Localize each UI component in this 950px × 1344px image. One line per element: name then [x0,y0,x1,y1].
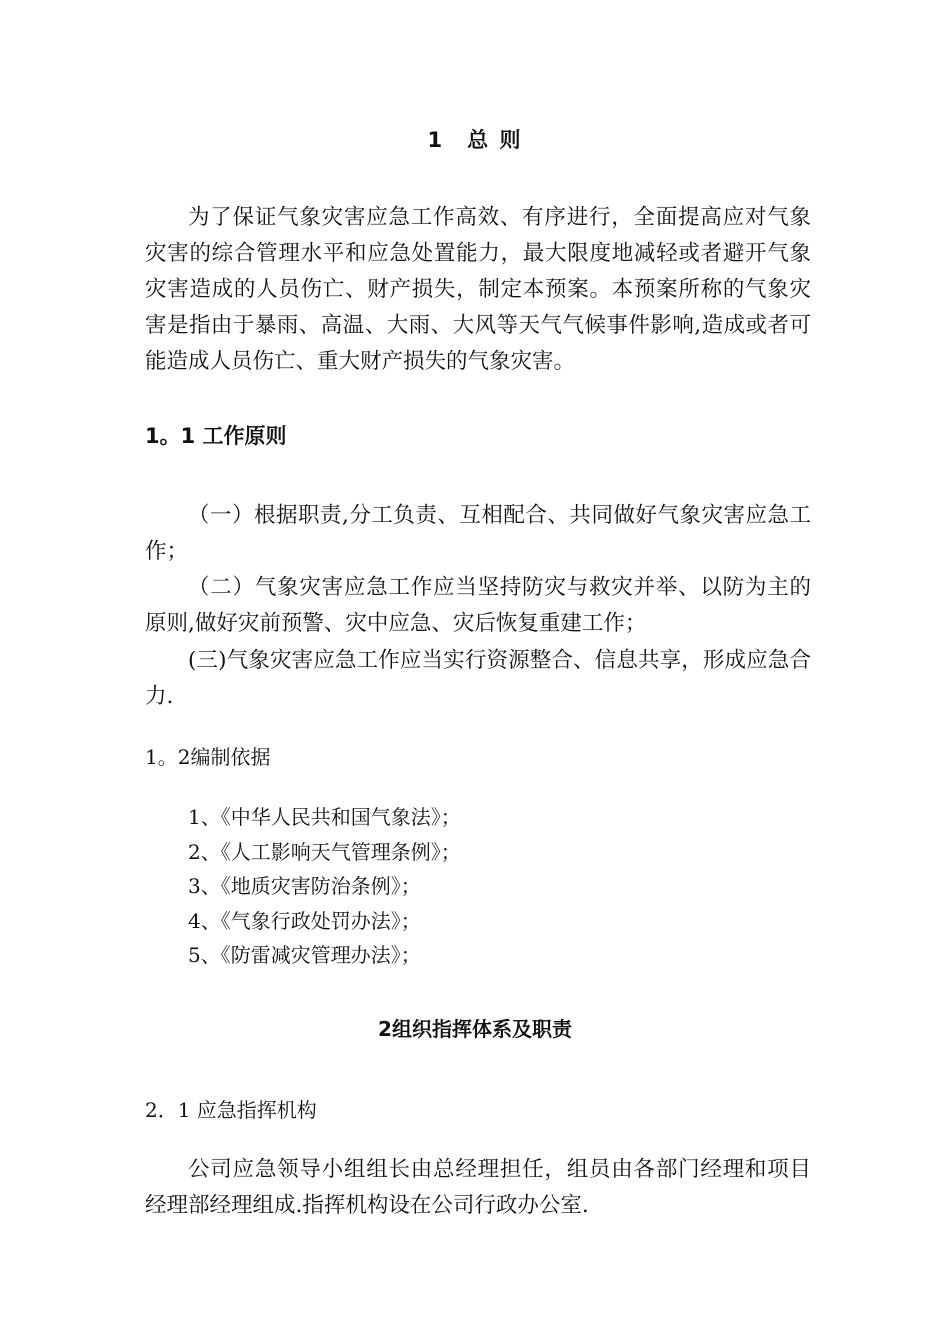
section-1-title: 1 总 则 [427,128,523,152]
command-structure-heading: 2．1 应急指挥机构 [145,1098,317,1122]
basis-list [188,800,461,973]
basis-list-item: 5、《防雷减灾管理办法》； [188,943,421,967]
principles-heading: 1。1 工作原则 [145,424,287,448]
basis-heading: 1。2编制依据 [145,745,271,769]
section-2-title: 2组织指挥体系及职责 [378,1017,572,1041]
basis-list-item: 3、《地质灾害防治条例》； [188,874,421,898]
basis-list-item: 1、《中华人民共和国气象法》； [188,805,461,829]
principle-item-1: （一）根据职责,分工负责、互相配合、共同做好气象灾害应急工作； [145,503,811,564]
basis-list-item: 4、《气象行政处罚办法》； [188,908,421,933]
principle-item-3: (三)气象灾害应急工作应当实行资源整合、信息共享，形成应急合力. [145,648,811,709]
command-structure-paragraph: 公司应急领导小组组长由总经理担任，组员由各部门经理和项目经理部经理组成.指挥机构设在公司行政办公室. [145,1157,811,1218]
basis-list-item: 2、《人工影响天气管理条例》； [188,839,461,864]
principle-item-2: （二）气象灾害应急工作应当坚持防灾与救灾并举、以防为主的原则,做好灾前预警、灾中应急、灾后恢复重建工作； [145,575,811,636]
section-1-intro-paragraph: 为了保证气象灾害应急工作高效、有序进行，全面提高应对气象灾害的综合管理水平和应急处置能力，最大限度地减轻或者避开气象灾害造成的人员伤亡、财产损失，制定本预案。本预案所称的气象灾害是指由于暴雨、高温、大雨、大风等天气气候事件影响,造成或者可能造成人员伤亡、重大财产损失的气象灾害。 [145,205,811,374]
